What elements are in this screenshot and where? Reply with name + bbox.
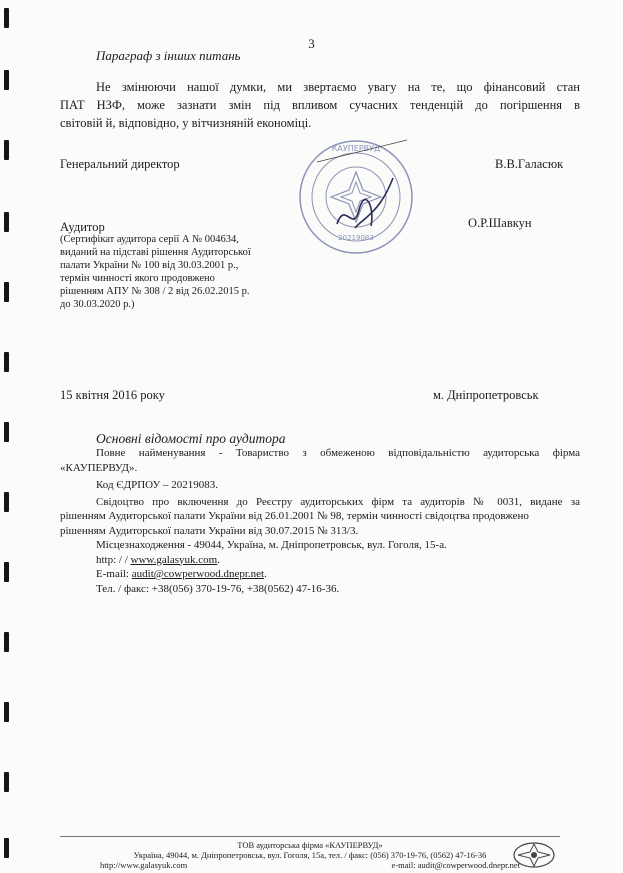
footer-divider — [60, 836, 560, 837]
auditor-title: Аудитор — [60, 220, 105, 234]
report-date: 15 квітня 2016 року — [60, 388, 165, 402]
paragraph-line: Не змінюючи нашої думки, ми звертаємо увагу на те, що фінансовий стан — [96, 80, 580, 94]
email-link[interactable]: audit@cowperwood.dnepr.net — [131, 568, 265, 580]
website-end: . — [217, 553, 220, 566]
certificate-line: рішенням АПУ № 308 / 2 від 26.02.2015 р. — [60, 286, 250, 297]
page-footer — [60, 840, 560, 870]
auditor-info — [60, 446, 580, 596]
website-line — [60, 553, 580, 568]
certificate-line: до 30.03.2020 р.) — [60, 299, 135, 310]
website-label: http: / / — [96, 553, 131, 566]
stamp-text: КАУПЕРВУД — [331, 144, 381, 153]
registry-line: рішенням Аудиторської палати України від 30.07.2015 № 313/3. — [60, 524, 359, 537]
stamp-code: 20219083 — [338, 234, 374, 242]
binding-hole — [4, 632, 9, 652]
edrpou-code: Код ЄДРПОУ – 20219083. — [96, 479, 219, 491]
binding-hole — [4, 838, 9, 858]
phone: Тел. / факс: +38(056) 370-19-76, +38(0562) 47-16-36. — [96, 582, 340, 595]
auditor-certificate — [60, 233, 251, 311]
info-heading: Основні відомості про аудитора — [96, 431, 286, 446]
binding-hole — [4, 70, 9, 90]
website-link[interactable]: www.galasyuk.com — [130, 553, 218, 566]
email-label: E-mail: — [96, 568, 132, 580]
footer-company: ТОВ аудиторська фірма «КАУПЕРВУД» — [237, 840, 383, 850]
binding-hole — [4, 212, 9, 232]
certificate-line: виданий на підставі рішення Аудиторської — [60, 247, 251, 258]
certificate-line: (Сертифікат аудитора серії А № 004634, — [60, 234, 239, 245]
paragraph-line: ПАТ НЗФ, може зазнати змін під впливом сучасних тенденцій до погіршення в — [60, 98, 580, 112]
paragraph — [60, 78, 580, 132]
binding-hole — [4, 140, 9, 160]
email-line — [60, 567, 580, 582]
binding-holes — [4, 0, 12, 873]
director-title: Генеральний директор — [60, 157, 180, 171]
footer-address: Україна, 49044, м. Дніпропетровськ, вул. Гоголя, 15а, тел. / факс: (056) 370-19-76, (0562) 47-16-36 — [133, 850, 487, 860]
binding-hole — [4, 772, 9, 792]
full-name-line: Повне найменування - Товариство з обмеженою відповідальністю аудиторська фірма — [96, 447, 580, 459]
footer-email: e-mail: audit@cowperwood.dnepr.net — [391, 860, 520, 870]
binding-hole — [4, 492, 9, 512]
section-heading: Параграф з інших питань — [96, 48, 241, 63]
full-name-line: «КАУПЕРВУД». — [60, 461, 138, 474]
registry-line: рішенням Аудиторської палати України від 26.01.2001 № 98, термін чинності свідоцтва продовжено — [60, 510, 529, 522]
footer-contacts — [60, 860, 560, 870]
location: Місцезнаходження - 49044, Україна, м. Дніпропетровськ, вул. Гоголя, 15-а. — [96, 539, 447, 551]
registry-line: Свідоцтво про включення до Реєстру аудиторських фірм та аудиторів № 0031, видане за — [96, 495, 580, 508]
binding-hole — [4, 422, 9, 442]
auditor-name: О.Р.Шавкун — [468, 216, 532, 230]
certificate-line: термін чинності якого продовжено — [60, 273, 215, 284]
binding-hole — [4, 8, 9, 28]
binding-hole — [4, 702, 9, 722]
page-number: 3 — [308, 36, 315, 51]
footer-logo-icon — [512, 841, 556, 869]
email-end: . — [264, 568, 267, 580]
binding-hole — [4, 282, 9, 302]
director-name: В.В.Галасюк — [495, 157, 564, 171]
company-stamp — [297, 138, 415, 256]
report-place: м. Дніпропетровськ — [433, 388, 539, 402]
binding-hole — [4, 352, 9, 372]
footer-web: http://www.galasyuk.com — [100, 860, 188, 870]
binding-hole — [4, 562, 9, 582]
paragraph-line: світовій й, відповідно, у вітчизняній економіці. — [60, 116, 312, 130]
certificate-line: палати України № 100 від 30.03.2001 р., — [60, 260, 239, 271]
